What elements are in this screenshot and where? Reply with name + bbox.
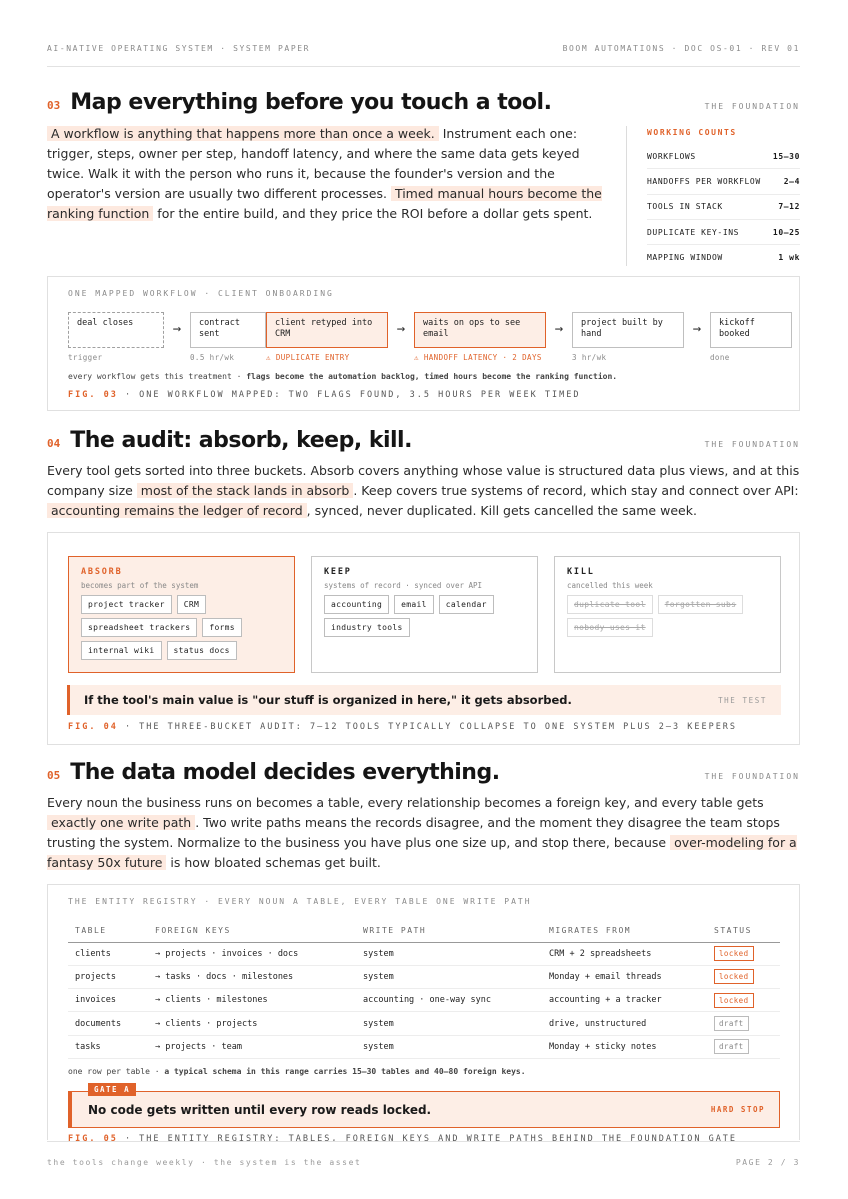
column-header: STATUS <box>707 924 780 942</box>
highlight: over-modeling for a fantasy 50x future <box>47 835 797 870</box>
highlight: accounting remains the ledger of record <box>47 503 307 518</box>
cell-write-path: system <box>356 965 542 988</box>
bucket-title: ABSORB <box>81 567 123 577</box>
section-title: The data model decides everything. <box>70 760 500 785</box>
cell-write-path: accounting · one-way sync <box>356 989 542 1012</box>
highlight: exactly one write path <box>47 815 195 830</box>
bucket-title: KILL <box>567 567 595 577</box>
note-text: one row per table · <box>68 1067 165 1076</box>
section-04 <box>47 428 800 521</box>
status-badge: locked <box>714 993 754 1008</box>
cell-foreign-keys: → clients · projects <box>148 1012 356 1035</box>
gate-text: No code gets written until every row reads locked. <box>88 1102 432 1117</box>
note-emphasis: a typical schema in this range carries 15–30 tables and 40–80 foreign keys. <box>164 1067 526 1076</box>
tool-chip: email <box>394 595 434 614</box>
tool-chip: status docs <box>167 641 237 660</box>
cell-migrates-from: drive, unstructured <box>542 1012 707 1035</box>
tool-chip: accounting <box>324 595 389 614</box>
section-number: 05 <box>47 769 61 782</box>
table-row <box>68 1012 780 1035</box>
bucket-title: KEEP <box>324 567 352 577</box>
arrow-right-icon: → <box>692 321 702 337</box>
step-meta: done <box>710 353 730 362</box>
highlight: A workflow is anything that happens more than once a week. <box>47 126 439 141</box>
count-value: 7–12 <box>778 202 800 212</box>
step-meta: ⚠ DUPLICATE ENTRY <box>266 353 350 362</box>
count-row <box>647 220 800 245</box>
section-05 <box>47 760 800 873</box>
bucket-subtitle: systems of record · synced over API <box>324 581 483 590</box>
text: Every tool gets sorted into three buckets. Absorb covers anything whose value is structured data plus views, and at this company size <box>47 463 800 498</box>
page-header <box>47 44 800 67</box>
cell-foreign-keys: → clients · milestones <box>148 989 356 1012</box>
cell-migrates-from: CRM + 2 spreadsheets <box>542 942 707 965</box>
tool-chip: nobody uses it <box>567 618 653 637</box>
section-kicker: THE FOUNDATION <box>704 772 800 781</box>
section-title: The audit: absorb, keep, kill. <box>70 428 412 453</box>
count-value: 1 wk <box>778 253 800 263</box>
tool-chip: project tracker <box>81 595 172 614</box>
workflow-step <box>414 312 546 362</box>
caption-number: FIG. 05 <box>68 1134 118 1144</box>
bucket-subtitle: cancelled this week <box>567 581 653 590</box>
cell-table: clients <box>68 942 148 965</box>
cell-migrates-from: Monday + sticky notes <box>542 1035 707 1058</box>
text: . Keep covers true systems of record, which stay and connect over API: <box>353 483 799 498</box>
section-kicker: THE FOUNDATION <box>704 102 800 111</box>
text: Every noun the business runs on becomes a table, every relationship becomes a foreign key, and every table gets <box>47 795 764 810</box>
header-right: BOOM AUTOMATIONS · DOC OS-01 · REV 01 <box>562 44 800 53</box>
step-box: project built by hand <box>572 312 684 348</box>
step-box: client retyped into CRM <box>266 312 388 348</box>
column-header: MIGRATES FROM <box>542 924 707 942</box>
cell-migrates-from: Monday + email threads <box>542 965 707 988</box>
column-header: FOREIGN KEYS <box>148 924 356 942</box>
cell-table: projects <box>68 965 148 988</box>
cell-write-path: system <box>356 1012 542 1035</box>
tool-chip: industry tools <box>324 618 410 637</box>
cell-table: tasks <box>68 1035 148 1058</box>
highlight: most of the stack lands in absorb <box>137 483 354 498</box>
bucket-absorb <box>68 556 295 673</box>
section-paragraph <box>47 461 800 521</box>
gate-tag: GATE A <box>88 1083 136 1096</box>
count-label: WORKFLOWS <box>647 151 696 161</box>
count-label: TOOLS IN STACK <box>647 202 723 212</box>
section-number: 03 <box>47 99 61 112</box>
text: . Two write paths means the records disagree, and the moment they disagree the team stops trusting the system. Normalize to the business you have plus one size up, and stop there, because <box>47 815 780 850</box>
highlight: Timed manual hours become the ranking function <box>47 186 602 221</box>
tool-chip: forms <box>202 618 242 637</box>
count-row <box>647 169 800 194</box>
section-title: Map everything before you touch a tool. <box>70 90 552 115</box>
gate-callout <box>68 1085 780 1128</box>
count-value: 15–30 <box>772 151 800 161</box>
tool-chip: forgotten subs <box>658 595 744 614</box>
tool-chip: CRM <box>177 595 206 614</box>
caption-text: · ONE WORKFLOW MAPPED: TWO FLAGS FOUND, 3.5 HOURS PER WEEK TIMED <box>117 390 581 400</box>
cell-table: documents <box>68 1012 148 1035</box>
column-header: WRITE PATH <box>356 924 542 942</box>
workflow-step <box>266 312 388 362</box>
count-value: 2–4 <box>783 176 800 186</box>
cell-status <box>707 1012 780 1035</box>
section-paragraph <box>47 124 607 224</box>
cell-write-path: system <box>356 942 542 965</box>
page-footer <box>47 1141 800 1167</box>
figure-caption <box>68 722 737 732</box>
section-number: 04 <box>47 437 61 450</box>
caption-number: FIG. 03 <box>68 390 118 400</box>
chip-list <box>81 595 281 660</box>
text: is how bloated schemas get built. <box>166 855 381 870</box>
counts-title: WORKING COUNTS <box>647 128 737 137</box>
footer-left: the tools change weekly · the system is the asset <box>47 1158 362 1167</box>
bucket-keep <box>311 556 538 673</box>
chip-list <box>324 595 524 637</box>
tool-chip: calendar <box>439 595 494 614</box>
status-badge: draft <box>714 1039 749 1054</box>
cell-foreign-keys: → projects · team <box>148 1035 356 1058</box>
figure-note <box>68 1067 526 1076</box>
figure-entity-registry <box>47 884 800 1144</box>
count-value: 10–25 <box>772 227 800 237</box>
count-label: MAPPING WINDOW <box>647 253 723 263</box>
count-row <box>647 195 800 220</box>
arrow-right-icon: → <box>554 321 564 337</box>
text: Instrument each one: trigger, steps, owner per step, handoff latency, and where the same data gets keyed twice. Walk it with the person who runs it, because the founder's version and the operator's version are usually two different processes. <box>47 126 580 201</box>
figure-note <box>68 372 617 381</box>
figure-audit <box>47 532 800 745</box>
chip-list <box>567 595 767 637</box>
note-text: every workflow gets this treatment · <box>68 372 247 381</box>
cell-foreign-keys: → projects · invoices · docs <box>148 942 356 965</box>
figure-workflow <box>47 276 800 411</box>
figure-label: ONE MAPPED WORKFLOW · CLIENT ONBOARDING <box>68 289 334 298</box>
test-text: If the tool's main value is "our stuff is organized in here," it gets absorbed. <box>84 693 572 707</box>
cell-foreign-keys: → tasks · docs · milestones <box>148 965 356 988</box>
working-counts-panel <box>626 126 800 266</box>
test-callout <box>67 685 781 715</box>
table-row <box>68 1035 780 1058</box>
table-row <box>68 965 780 988</box>
section-kicker: THE FOUNDATION <box>704 440 800 449</box>
bucket-subtitle: becomes part of the system <box>81 581 199 590</box>
step-meta: ⚠ HANDOFF LATENCY · 2 DAYS <box>414 353 542 362</box>
step-box: kickoff booked <box>710 312 792 348</box>
count-label: HANDOFFS PER WORKFLOW <box>647 176 761 186</box>
count-row <box>647 245 800 270</box>
gate-kicker: HARD STOP <box>710 1105 765 1114</box>
column-header: TABLE <box>68 924 148 942</box>
table-header-row <box>68 924 780 942</box>
figure-caption <box>68 390 580 400</box>
header-left: AI-NATIVE OPERATING SYSTEM · SYSTEM PAPER <box>47 44 311 53</box>
tool-chip: duplicate tool <box>567 595 653 614</box>
cell-table: invoices <box>68 989 148 1012</box>
test-kicker: THE TEST <box>718 695 767 705</box>
text: , synced, never duplicated. Kill gets cancelled the same week. <box>306 503 697 518</box>
workflow-step <box>68 312 164 362</box>
caption-text: · THE THREE-BUCKET AUDIT: 7–12 TOOLS TYPICALLY COLLAPSE TO ONE SYSTEM PLUS 2–3 KEEPERS <box>117 722 738 732</box>
workflow-step <box>572 312 684 362</box>
step-box: contract sent <box>190 312 266 348</box>
status-badge: locked <box>714 969 754 984</box>
page-number: PAGE 2 / 3 <box>735 1158 800 1167</box>
table-row <box>68 989 780 1012</box>
cell-status <box>707 989 780 1012</box>
cell-status <box>707 1035 780 1058</box>
count-row <box>647 144 800 169</box>
count-label: DUPLICATE KEY-INS <box>647 227 740 237</box>
arrow-right-icon: → <box>396 321 406 337</box>
step-meta: 3 hr/wk <box>572 353 607 362</box>
figure-label: THE ENTITY REGISTRY · EVERY NOUN A TABLE, EVERY TABLE ONE WRITE PATH <box>68 897 532 906</box>
cell-migrates-from: accounting + a tracker <box>542 989 707 1012</box>
table-row <box>68 942 780 965</box>
entity-table <box>68 924 780 1059</box>
arrow-right-icon: → <box>172 321 182 337</box>
step-meta: trigger <box>68 353 103 362</box>
step-box: deal closes <box>68 312 164 348</box>
workflow-step <box>710 312 792 362</box>
status-badge: locked <box>714 946 754 961</box>
cell-status <box>707 942 780 965</box>
bucket-kill <box>554 556 781 673</box>
caption-number: FIG. 04 <box>68 722 118 732</box>
note-emphasis: flags become the automation backlog, timed hours become the ranking function. <box>246 372 618 381</box>
cell-write-path: system <box>356 1035 542 1058</box>
text: for the entire build, and they price the ROI before a dollar gets spent. <box>153 206 593 221</box>
step-meta: 0.5 hr/wk <box>190 353 235 362</box>
tool-chip: internal wiki <box>81 641 162 660</box>
section-paragraph <box>47 793 800 873</box>
status-badge: draft <box>714 1016 749 1031</box>
tool-chip: spreadsheet trackers <box>81 618 197 637</box>
step-box: waits on ops to see email <box>414 312 546 348</box>
cell-status <box>707 965 780 988</box>
caption-text: · THE ENTITY REGISTRY: TABLES, FOREIGN KEYS AND WRITE PATHS BEHIND THE FOUNDATION GATE <box>117 1134 738 1144</box>
workflow-flow <box>68 312 792 362</box>
